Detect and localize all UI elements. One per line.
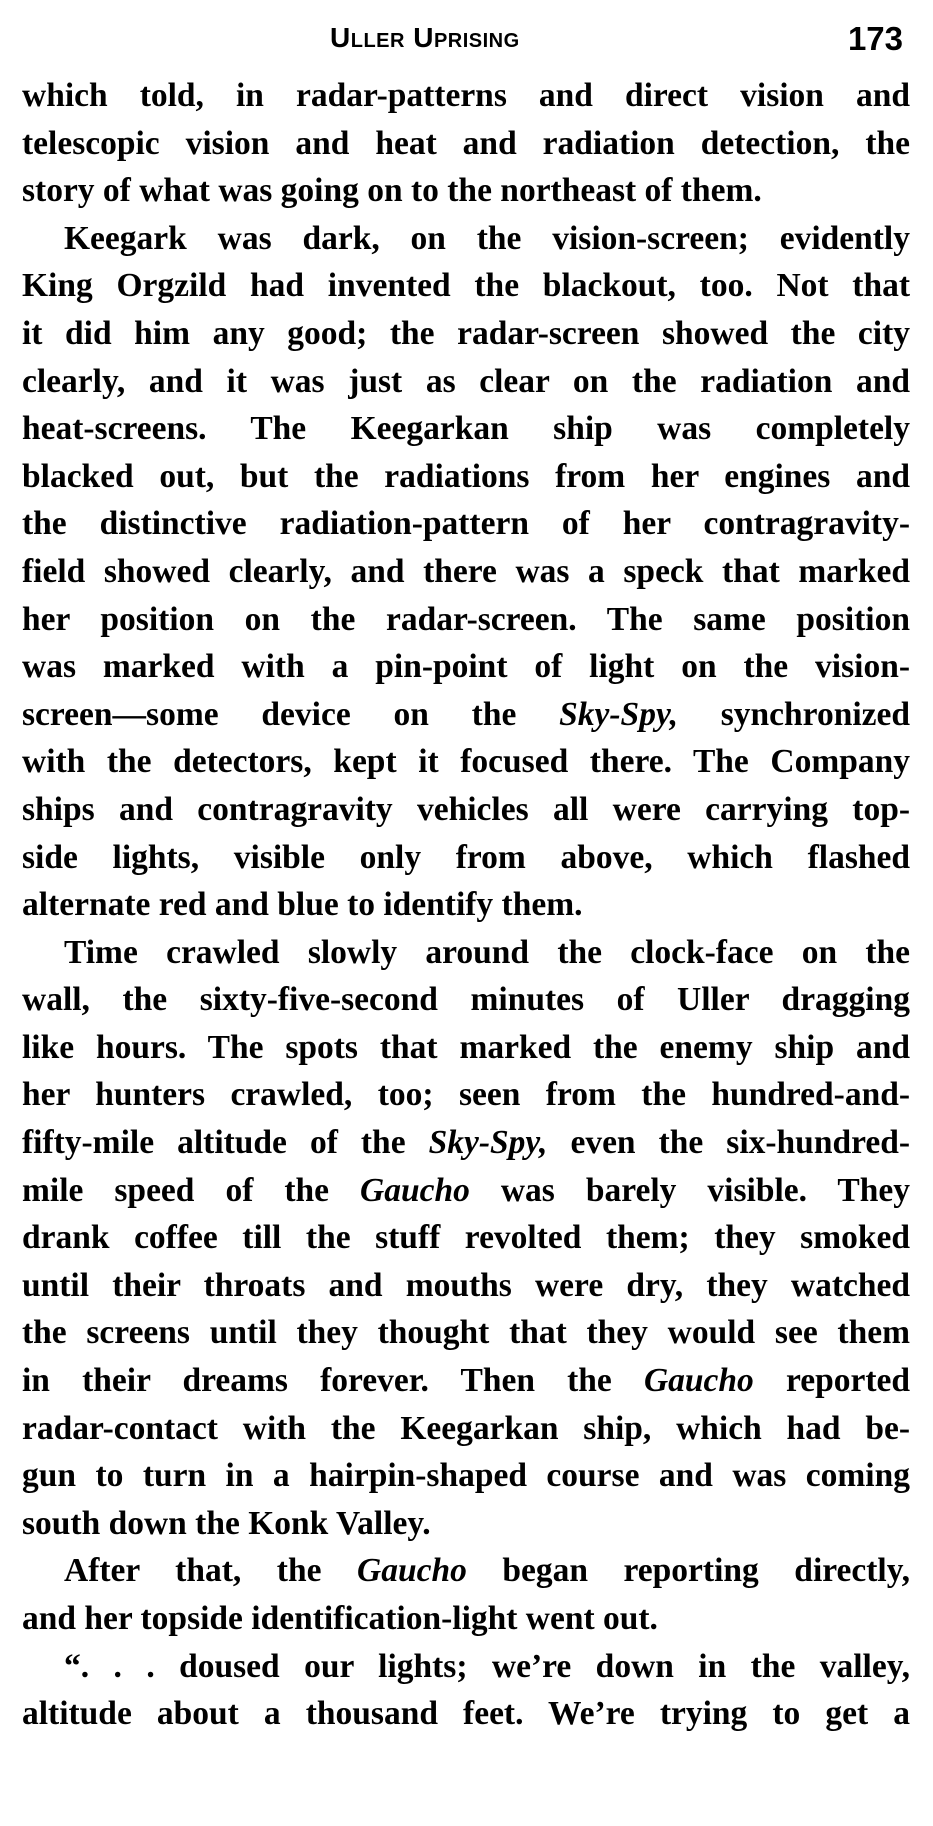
- text-line: heat-screens. The Keegarkan ship was completely: [22, 410, 910, 448]
- body-text: [22, 72, 910, 1738]
- text-line: field showed clearly, and there was a speck that marked: [22, 552, 910, 590]
- text-line: her position on the radar-screen. The same position: [22, 600, 910, 638]
- text-line: was marked with a pin-point of light on the vision-: [22, 648, 910, 686]
- text-line: which told, in radar-patterns and direct vision and: [22, 77, 910, 114]
- text-line: alternate red and blue to identify them.: [22, 886, 583, 924]
- text-line: radar-contact with the Keegarkan ship, which had be-: [22, 1409, 910, 1447]
- italic-title: Gaucho: [643, 1362, 754, 1400]
- text-span: in their dreams forever. Then the: [22, 1362, 644, 1400]
- text-line: drank coffee till the stuff revolted them; they smoked: [22, 1219, 910, 1257]
- text-span: reported: [753, 1362, 910, 1400]
- page-number: 173: [847, 20, 903, 57]
- text-line: gun to turn in a hairpin-shaped course and was coming: [22, 1457, 910, 1495]
- book-title: Uller Uprising: [330, 22, 520, 53]
- text-line: the distinctive radiation-pattern of her contragravity-: [22, 505, 910, 543]
- text-line: and her topside identification-light went out.: [22, 1600, 658, 1637]
- text-line: Time crawled slowly around the clock-face on the: [64, 933, 910, 971]
- text-span: mile speed of the: [22, 1171, 361, 1209]
- running-head: [0, 18, 933, 58]
- text-line: [22, 1357, 910, 1405]
- italic-title: Gaucho: [357, 1552, 467, 1590]
- text-line: like hours. The spots that marked the enemy ship and: [22, 1028, 910, 1066]
- text-line: [22, 1119, 910, 1167]
- text-line: King Orgzild had invented the blackout, too. Not that: [22, 267, 910, 305]
- text-line: [22, 1547, 910, 1595]
- text-line: “. . . doused our lights; we’re down in the valley,: [64, 1647, 910, 1685]
- text-line: [22, 1167, 910, 1215]
- text-line: ships and contragravity vehicles all were carrying top-: [22, 790, 910, 828]
- text-span: screen—some device on the: [22, 695, 560, 733]
- text-line: until their throats and mouths were dry, they watched: [22, 1266, 910, 1304]
- text-line: clearly, and it was just as clear on the radiation and: [22, 362, 910, 400]
- text-line: the screens until they thought that they would see them: [22, 1314, 910, 1352]
- text-line: blacked out, but the radiations from her engines and: [22, 457, 910, 495]
- text-line: telescopic vision and heat and radiation detection, the: [22, 124, 910, 162]
- italic-title: Sky-Spy,: [428, 1124, 548, 1162]
- text-line: story of what was going on to the northeast of them.: [22, 172, 762, 210]
- text-span: was barely visible. They: [469, 1171, 910, 1209]
- text-line: Keegark was dark, on the vision-screen; evidently: [64, 219, 910, 257]
- text-line: with the detectors, kept it focused there. The Company: [22, 743, 910, 781]
- text-line: side lights, visible only from above, which flashed: [22, 838, 910, 876]
- italic-title: Gaucho: [360, 1171, 470, 1209]
- text-line: wall, the sixty-five-second minutes of Uller dragging: [22, 981, 910, 1019]
- text-line: [22, 691, 910, 739]
- text-line: it did him any good; the radar-screen showed the city: [22, 314, 910, 352]
- text-line: altitude about a thousand feet. We’re trying to get a: [22, 1695, 910, 1733]
- text-span: even the six-hundred-: [547, 1124, 910, 1162]
- text-span: fifty-mile altitude of the: [22, 1124, 429, 1162]
- text-line: south down the Konk Valley.: [22, 1504, 431, 1542]
- text-span: After that, the: [64, 1552, 357, 1590]
- italic-title: Sky-Spy,: [559, 695, 678, 733]
- text-span: synchronized: [677, 695, 910, 733]
- text-span: began reporting directly,: [466, 1552, 910, 1590]
- text-line: her hunters crawled, too; seen from the hundred-and-: [22, 1076, 910, 1114]
